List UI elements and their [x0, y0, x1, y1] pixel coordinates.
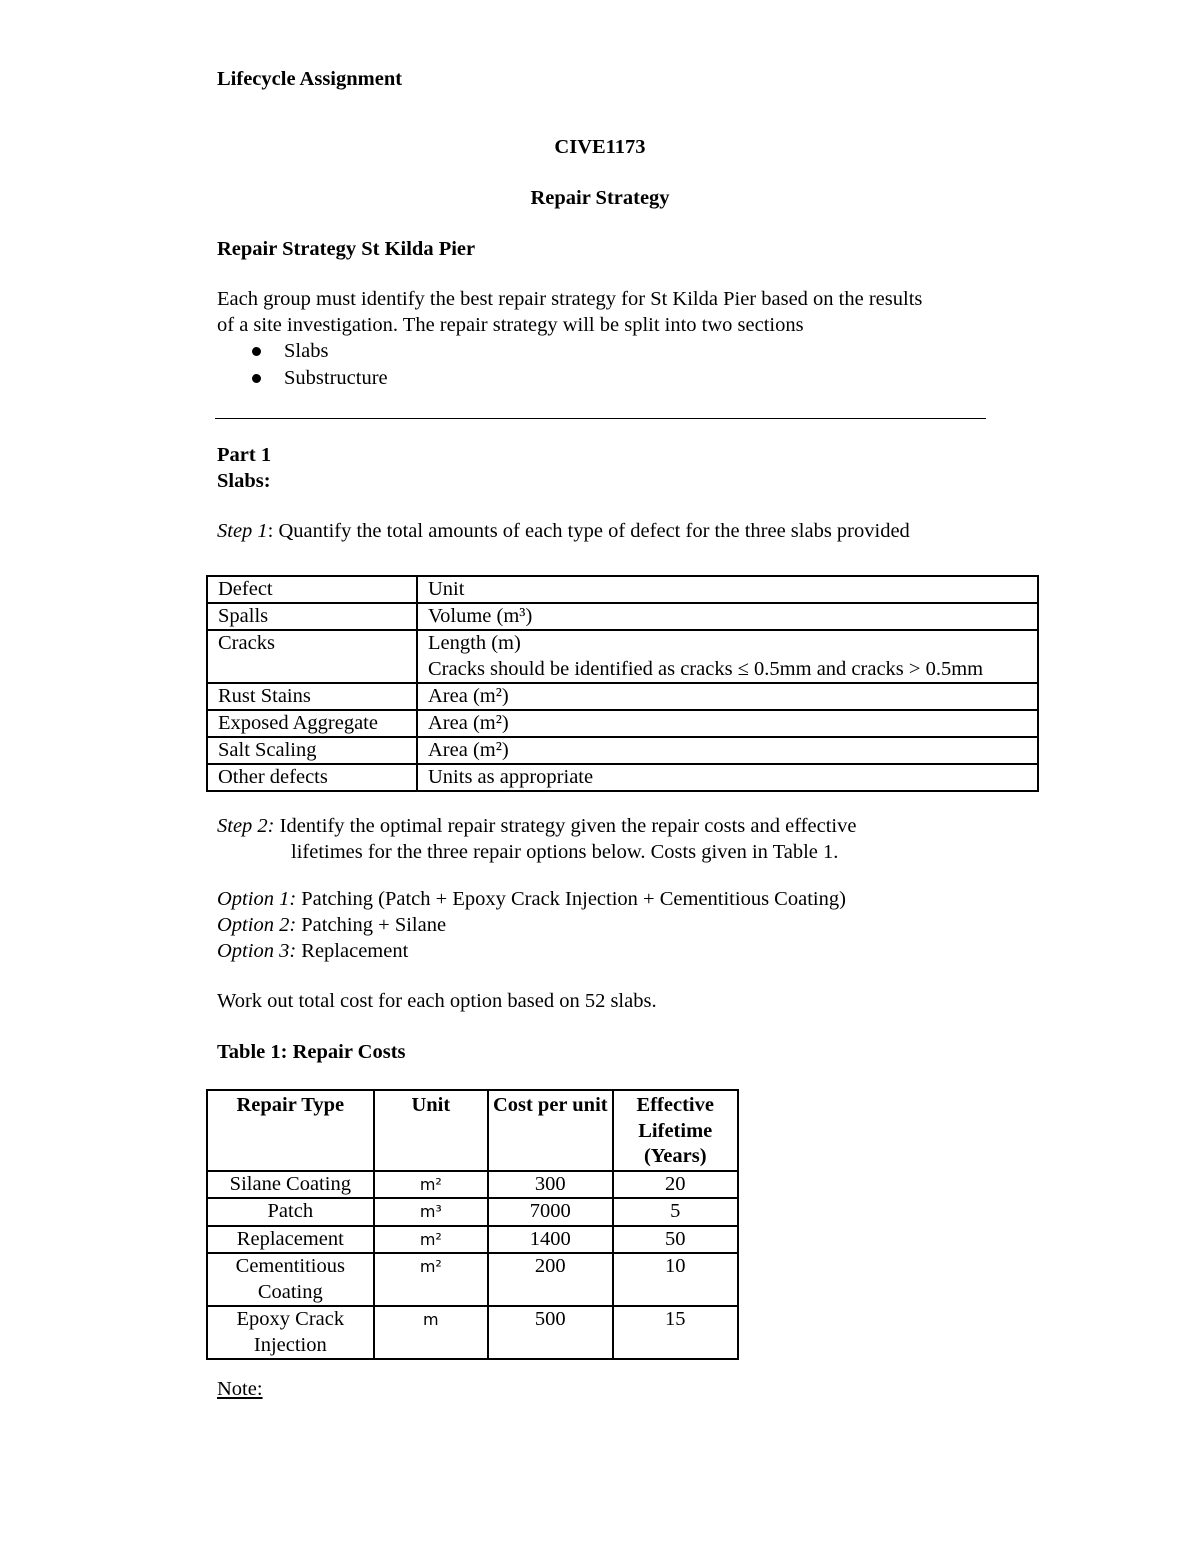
unit-text: Length (m)	[428, 632, 521, 654]
table-header-cell: Effective Lifetime (Years)	[613, 1090, 738, 1171]
repair-type-cell: Epoxy Crack Injection	[207, 1306, 374, 1359]
defects-table	[206, 575, 1039, 792]
unit-cell: Volume (m³)	[417, 603, 1038, 630]
course-code: CIVE1173	[554, 136, 646, 158]
cost-cell: 7000	[488, 1198, 612, 1226]
option-label: Option 1:	[217, 888, 297, 910]
table-header-cell: Defect	[207, 576, 417, 603]
cost-cell: 500	[488, 1306, 612, 1359]
table-row	[207, 1253, 738, 1306]
bullet-item: Slabs	[284, 340, 329, 362]
horizontal-divider	[215, 418, 986, 419]
unit-note: Cracks should be identified as cracks ≤ 0.5mm and cracks > 0.5mm	[428, 657, 984, 680]
option-1	[217, 886, 846, 912]
option-text: Replacement	[296, 940, 409, 962]
unit-cell: m²	[374, 1253, 488, 1306]
table-row	[207, 764, 1038, 791]
intro-line-2: of a site investigation. The repair strategy will be split into two sections	[217, 314, 804, 336]
repair-type-cell: Silane Coating	[207, 1171, 374, 1199]
repair-type-cell: Patch	[207, 1198, 374, 1226]
step-2-text: Identify the optimal repair strategy given the repair costs and effective	[274, 815, 857, 837]
repair-type-cell: Replacement	[207, 1226, 374, 1254]
defect-cell: Salt Scaling	[207, 737, 417, 764]
defect-cell: Other defects	[207, 764, 417, 791]
table-header-row	[207, 1090, 738, 1171]
option-3	[217, 938, 408, 964]
option-2	[217, 912, 446, 938]
bullet-icon	[252, 374, 261, 383]
table-row	[207, 1226, 738, 1254]
part-label: Part 1	[217, 444, 272, 466]
cost-cell: 300	[488, 1171, 612, 1199]
part-subject: Slabs:	[217, 470, 271, 492]
document-header: Lifecycle Assignment	[217, 68, 403, 90]
table-header-cell: Cost per unit	[488, 1090, 612, 1171]
total-cost-instruction: Work out total cost for each option based on 52 slabs.	[217, 990, 657, 1012]
defect-cell: Rust Stains	[207, 683, 417, 710]
note-label: Note:	[217, 1378, 263, 1400]
table-row	[207, 603, 1038, 630]
table-row	[207, 737, 1038, 764]
section-title: Repair Strategy St Kilda Pier	[217, 238, 476, 260]
option-label: Option 3:	[217, 940, 297, 962]
step-1-text: : Quantify the total amounts of each type of defect for the three slabs provided	[267, 520, 910, 542]
table-row	[207, 683, 1038, 710]
defect-cell: Spalls	[207, 603, 417, 630]
repair-type-cell: Cementitious Coating	[207, 1253, 374, 1306]
table-row	[207, 1306, 738, 1359]
document-subtitle: Repair Strategy	[530, 187, 670, 209]
table-row	[207, 1198, 738, 1226]
table-header-row	[207, 576, 1038, 603]
step-2-line-1	[217, 813, 856, 839]
unit-cell: Area (m²)	[417, 737, 1038, 764]
table-header-cell: Unit	[374, 1090, 488, 1171]
lifetime-cell: 10	[613, 1253, 738, 1306]
table-row	[207, 630, 1038, 683]
lifetime-cell: 20	[613, 1171, 738, 1199]
table-1-title: Table 1: Repair Costs	[217, 1041, 406, 1063]
intro-line-1: Each group must identify the best repair strategy for St Kilda Pier based on the results	[217, 288, 923, 310]
step-2-label: Step 2:	[217, 815, 275, 837]
cost-cell: 1400	[488, 1226, 612, 1254]
unit-cell: m³	[374, 1198, 488, 1226]
unit-cell: Area (m²)	[417, 683, 1038, 710]
defect-cell: Cracks	[207, 630, 417, 683]
unit-cell: m	[374, 1306, 488, 1359]
repair-costs-table	[206, 1089, 739, 1360]
table-header-cell: Repair Type	[207, 1090, 374, 1171]
unit-cell: Area (m²)	[417, 710, 1038, 737]
unit-cell: Units as appropriate	[417, 764, 1038, 791]
option-text: Patching (Patch + Epoxy Crack Injection + Cementitious Coating)	[296, 888, 846, 910]
table-header-cell: Unit	[417, 576, 1038, 603]
table-row	[207, 1171, 738, 1199]
step-2-line-2: lifetimes for the three repair options below. Costs given in Table 1.	[291, 841, 839, 863]
option-label: Option 2:	[217, 914, 297, 936]
bullet-item: Substructure	[284, 367, 388, 389]
table-row	[207, 710, 1038, 737]
step-1	[217, 518, 910, 544]
lifetime-cell: 15	[613, 1306, 738, 1359]
unit-cell: m²	[374, 1171, 488, 1199]
option-text: Patching + Silane	[296, 914, 447, 936]
cost-cell: 200	[488, 1253, 612, 1306]
unit-cell: m²	[374, 1226, 488, 1254]
bullet-icon	[252, 347, 261, 356]
unit-cell	[417, 630, 1038, 683]
step-1-label: Step 1	[217, 520, 268, 542]
defect-cell: Exposed Aggregate	[207, 710, 417, 737]
lifetime-cell: 50	[613, 1226, 738, 1254]
lifetime-cell: 5	[613, 1198, 738, 1226]
